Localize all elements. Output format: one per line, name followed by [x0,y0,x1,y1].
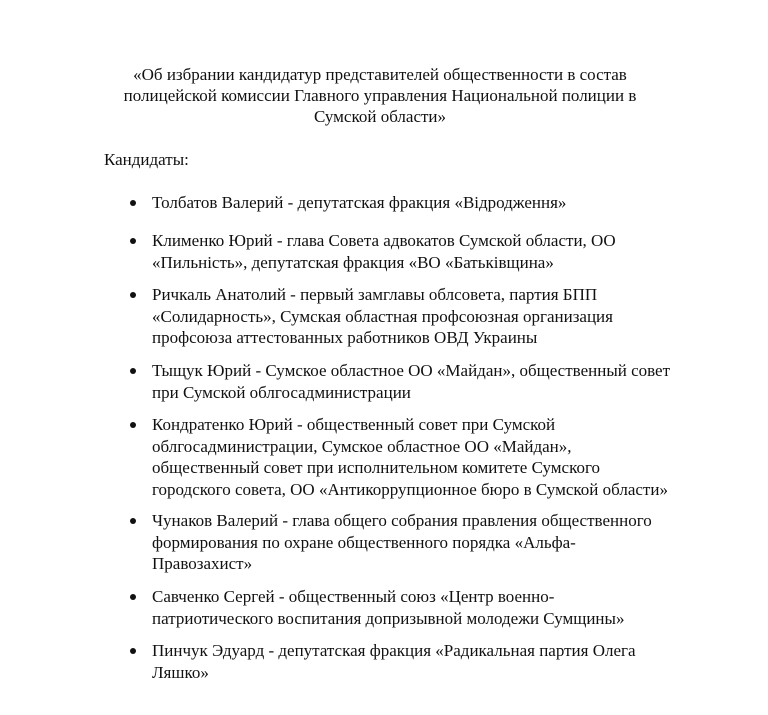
candidate-line: «Солидарность», Сумская областная профсоюзная организация [152,306,613,326]
bullet-icon [130,368,136,374]
candidate-line: Ляшко» [152,662,209,682]
candidate-line: Клименко Юрий - глава Совета адвокатов Сумской области, ОО [152,231,616,250]
candidate-item [152,414,668,500]
candidate-item [152,586,624,629]
candidate-line: облгосадминистрации, Сумское областное ОО «Майдан», [152,436,572,456]
title-line: Сумской области» [313,107,447,126]
candidate-line: Чунаков Валерий - глава общего собрания правления общественного [152,511,652,530]
candidate-line: Правозахист» [152,554,253,573]
candidate-line: профсоюза аттестованных работников ОВД Украины [152,328,538,347]
title-line: полицейской комиссии Главного управления Национальной полиции в [123,86,637,105]
candidate-line: патриотического воспитания допризывной молодежи Сумщины» [152,608,625,628]
bullet-icon [130,238,136,244]
candidates-heading: Кандидаты: [104,150,189,169]
candidate-line: «Пильність», депутатская фракция «ВО «Батьківщина» [152,252,554,272]
candidate-line: Ричкаль Анатолий - первый замглавы облсовета, партия БПП [152,285,598,304]
candidate-item [152,192,566,214]
candidate-line: Кондратенко Юрий - общественный совет при Сумской [152,415,556,434]
bullet-icon [130,422,136,428]
candidate-item [152,360,670,403]
candidate-line: Тыщук Юрий - Сумское областное ОО «Майдан», общественный совет [152,361,671,380]
candidate-line: общественный совет при исполнительном комитете Сумского [152,458,601,477]
candidate-line: городского совета, ОО «Антикоррупционное бюро в Сумской области» [152,479,668,499]
bullet-icon [130,594,136,600]
candidate-line: при Сумской облгосадминистрации [152,382,411,402]
bullet-icon [130,648,136,654]
candidate-line: Пинчук Эдуард - депутатская фракция «Радикальная партия Олега [152,641,636,660]
candidate-line: Толбатов Валерий - депутатская фракция «Відродження» [152,193,567,212]
document-title [110,64,650,127]
candidate-item [152,284,613,349]
candidate-line: Савченко Сергей - общественный союз «Центр военно- [152,587,555,606]
bullet-icon [130,518,136,524]
candidate-item [152,640,636,683]
candidate-line: формирования по охране общественного порядка «Альфа- [152,532,576,552]
candidate-item [152,510,652,575]
bullet-icon [130,292,136,298]
title-line: «Об избрании кандидатур представителей общественности в состав [133,65,627,84]
candidate-item [152,230,616,273]
bullet-icon [130,200,136,206]
